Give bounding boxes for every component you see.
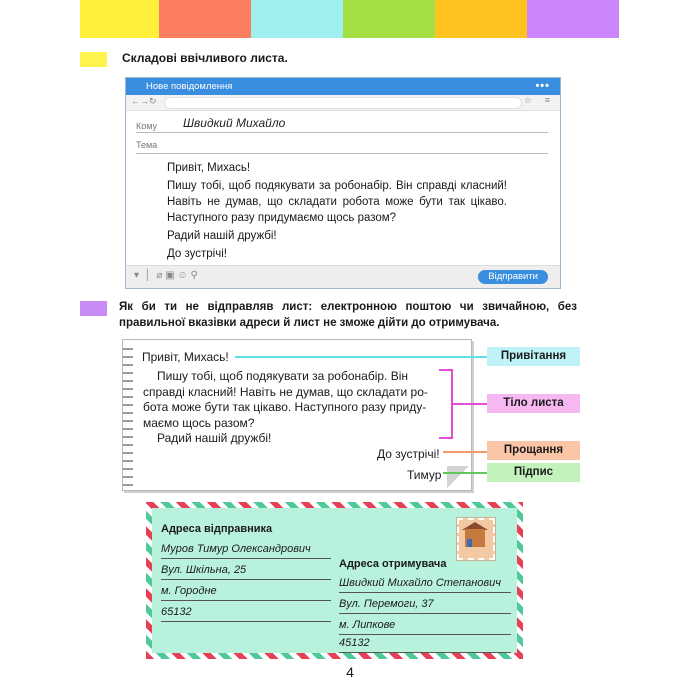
strip-amber [435,0,527,38]
email-wish: Радий нашій дружбі! [167,230,277,242]
address-bar [126,95,560,111]
strip-cyan [251,0,343,38]
postage-stamp [457,518,495,560]
body-label: Тіло листа [487,394,580,413]
letter-body-line: Радий нашій дружбі! [157,431,272,445]
more-options-icon[interactable]: ••• [535,80,550,92]
dropdown-icon[interactable]: ▾ [134,270,140,281]
recipient-name: Швидкий Михайло Степанович [339,576,511,593]
signature-connector [443,472,487,474]
subject-row [136,132,548,154]
email-farewell: До зустрічі! [167,248,227,260]
letter-body-line: Пишу тобі, щоб подякувати за робонабір. Він [157,369,409,383]
send-button[interactable]: Відправити [478,270,548,284]
letter-body-line: бота може бути так цікаво. Наступного разу приду- [143,400,427,414]
letter-greeting: Привіт, Михась! [142,350,229,364]
greeting-label: Привітання [487,347,580,366]
to-field[interactable]: Швидкий Михайло [183,116,286,130]
body-connector [451,403,487,405]
menu-icon[interactable]: ≡ [544,95,550,105]
navigation-icons[interactable]: ←→↻ [131,96,157,106]
address-paragraph: Як би ти не відправляв лист: електронною поштою чи звичайною, без правильної вказівки адреси й лист не зможе дійти до отримувача. [119,301,577,329]
recipient-city: м. Липкове [339,618,511,635]
email-body[interactable] [167,160,507,264]
sender-city: м. Городне [161,584,331,601]
sender-zip: 65132 [161,605,331,622]
farewell-connector [443,451,487,453]
emoji-icon[interactable]: ☺ [177,270,188,281]
email-window-title: Нове повідомлення [146,81,233,92]
greeting-connector [235,356,487,358]
body-bracket-bottom [439,437,453,439]
email-window [125,77,561,289]
star-icon[interactable]: ☆ [523,95,532,105]
letter-body-line: маємо щось разом? [143,415,255,430]
paper-letter [122,339,472,491]
envelope [146,502,523,659]
to-label: Кому [136,121,158,131]
notebook-spiral [123,344,133,488]
page-number: 4 [346,664,354,680]
recipient-zip: 45132 [339,636,511,653]
image-icon[interactable]: ▣ [165,270,175,281]
farewell-label: Прощання [487,441,580,460]
section-marker-yellow [80,52,107,67]
email-greeting: Привіт, Михась! [167,162,251,174]
attach-icon[interactable]: ⌀ [156,270,163,281]
search-icon[interactable]: ⚲ [190,270,198,281]
letter-farewell: До зустрічі! [377,447,440,461]
recipient-heading: Адреса отримувача [339,558,447,570]
sender-street: Вул. Шкільна, 25 [161,563,331,580]
email-main-text: Пишу тобі, щоб подякувати за робонабір. Він справді класний! Навіть не думав, що складати робота може бути так цікаво. Наступного разу придумаємо щось разом? [167,180,507,224]
recipient-street: Вул. Перемоги, 37 [339,597,511,614]
section-heading: Складові ввічливого листа. [122,51,288,65]
toolbar-icons: ▾ │ ⌀ ▣ ☺ ⚲ [134,270,198,281]
letter-body [143,369,433,447]
strip-orange [159,0,251,38]
house-door [467,539,472,547]
sender-heading: Адреса відправника [161,523,273,535]
url-input[interactable] [164,97,522,109]
strip-green [343,0,435,38]
email-titlebar [126,78,560,95]
letter-body-line: справді класний! Навіть не думав, що складати ро- [143,384,428,399]
color-strip [80,0,619,38]
signature-label: Підпис [487,463,580,482]
email-toolbar [126,265,560,288]
page-curl [447,466,469,488]
section-marker-violet [80,301,107,316]
subject-label: Тема [136,140,158,150]
strip-yellow [80,0,159,38]
letter-signature: Тимур [407,468,442,482]
strip-violet [527,0,619,38]
sender-name: Муров Тимур Олександрович [161,542,331,559]
